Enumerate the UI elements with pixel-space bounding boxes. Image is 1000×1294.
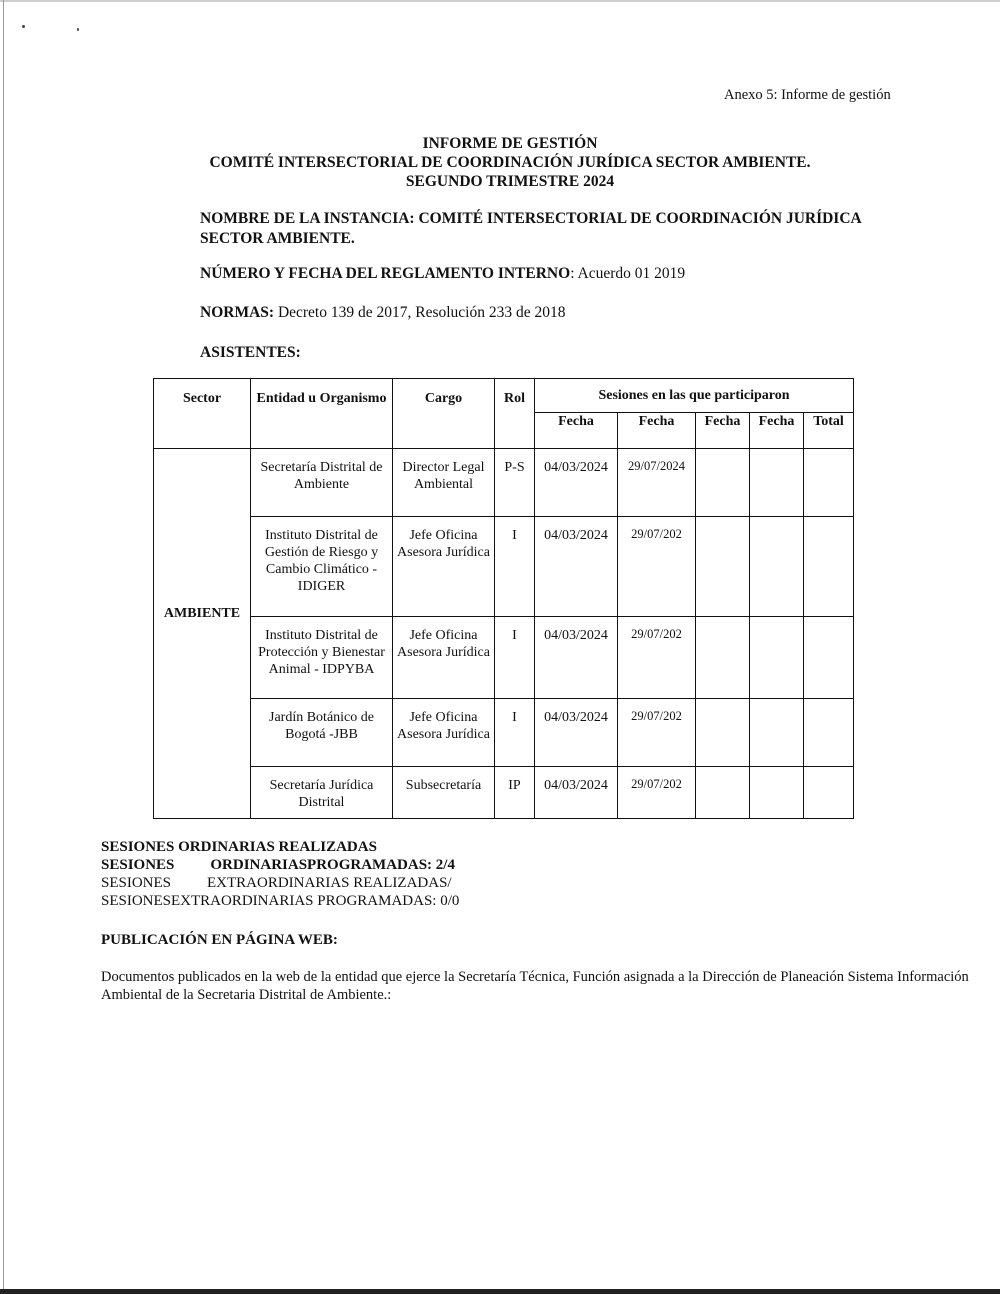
fecha2-cell: 29/07/202 <box>618 517 696 617</box>
fecha3-cell <box>696 767 750 819</box>
total-cell <box>804 699 854 767</box>
header-sector: Sector <box>154 379 251 449</box>
rol-cell: P-S <box>495 449 535 517</box>
table-row <box>154 449 854 517</box>
entidad-cell: Secretaría Distrital de Ambiente <box>251 449 393 517</box>
instance-name-label: NOMBRE DE LA INSTANCIA: <box>200 210 415 227</box>
table-row <box>154 699 854 767</box>
fecha4-cell <box>750 699 804 767</box>
annex-label: Anexo 5: Informe de gestión <box>724 87 891 103</box>
header-fecha-2: Fecha <box>618 413 696 449</box>
header-fecha-1: Fecha <box>535 413 618 449</box>
rol-cell: IP <box>495 767 535 819</box>
document-title <box>150 134 870 191</box>
publication-heading: PUBLICACIÓN EN PÁGINA WEB: <box>101 932 338 948</box>
norms-label: NORMAS: <box>200 304 275 321</box>
fecha3-cell <box>696 617 750 699</box>
entidad-cell: Jardín Botánico de Bogotá -JBB <box>251 699 393 767</box>
sessions-extraordinary-count: SESIONESEXTRAORDINARIAS PROGRAMADAS: 0/0 <box>101 893 460 909</box>
header-entidad: Entidad u Organismo <box>251 379 393 449</box>
fecha2-cell: 29/07/202 <box>618 699 696 767</box>
cargo-cell: Jefe Oficina Asesora Jurídica <box>393 617 495 699</box>
table-row <box>154 617 854 699</box>
table-row <box>154 767 854 819</box>
fecha3-cell <box>696 449 750 517</box>
title-line-2: COMITÉ INTERSECTORIAL DE COORDINACIÓN JURÍDICA SECTOR AMBIENTE. <box>209 154 811 171</box>
fecha1-cell: 04/03/2024 <box>535 699 618 767</box>
fecha2-cell: 29/07/2024 <box>618 449 696 517</box>
fecha4-cell <box>750 449 804 517</box>
page-edge-top <box>0 0 1000 2</box>
table-row <box>154 517 854 617</box>
attendees-table <box>153 378 854 819</box>
sessions-ordinary-count: ORDINARIASPROGRAMADAS: 2/4 <box>210 857 455 873</box>
fecha3-cell <box>696 699 750 767</box>
fecha4-cell <box>750 767 804 819</box>
scan-speck <box>77 28 79 31</box>
sessions-line-2 <box>101 857 455 874</box>
cargo-cell: Subsecretaría <box>393 767 495 819</box>
page-edge-left <box>3 0 4 1290</box>
header-sesiones: Sesiones en las que participaron <box>535 379 854 413</box>
fecha2-cell: 29/07/202 <box>618 617 696 699</box>
sessions-line-3-b: EXTRAORDINARIAS REALIZADAS/ <box>207 875 452 891</box>
entidad-cell: Instituto Distrital de Protección y Bienestar Animal - IDPYBA <box>251 617 393 699</box>
attendees-heading: ASISTENTES: <box>200 344 301 361</box>
sessions-line-3 <box>101 875 452 892</box>
norms-value: Decreto 139 de 2017, Resolución 233 de 2018 <box>274 304 566 321</box>
cargo-cell: Jefe Oficina Asesora Jurídica <box>393 699 495 767</box>
sessions-line-2-a: SESIONES <box>101 857 175 873</box>
instance-name-value: COMITÉ INTERSECTORIAL DE COORDINACIÓN JURÍDICA SECTOR AMBIENTE. <box>200 210 861 247</box>
scan-speck <box>22 25 25 28</box>
total-cell <box>804 449 854 517</box>
entidad-cell: Secretaría Jurídica Distrital <box>251 767 393 819</box>
rol-cell: I <box>495 617 535 699</box>
total-cell <box>804 767 854 819</box>
header-fecha-3: Fecha <box>696 413 750 449</box>
regulation-label: NÚMERO Y FECHA DEL REGLAMENTO INTERNO <box>200 265 571 282</box>
fecha4-cell <box>750 617 804 699</box>
header-fecha-4: Fecha <box>750 413 804 449</box>
fecha1-cell: 04/03/2024 <box>535 517 618 617</box>
publication-text: Documentos publicados en la web de la entidad que ejerce la Secretaría Técnica, Función asignada a la Dirección de Planeación Sistema Información Ambiental de la Secretaria Distrital de Ambiente.: <box>101 969 969 1003</box>
total-cell <box>804 517 854 617</box>
sector-cell <box>154 449 251 819</box>
regulation-value: : Acuerdo 01 2019 <box>570 265 686 282</box>
title-line-1: INFORME DE GESTIÓN <box>422 135 598 152</box>
total-cell <box>804 617 854 699</box>
fecha1-cell: 04/03/2024 <box>535 449 618 517</box>
page-edge-bottom <box>0 1289 1000 1294</box>
sessions-line-3-a: SESIONES <box>101 875 172 891</box>
title-line-3: SEGUNDO TRIMESTRE 2024 <box>405 173 615 190</box>
fecha4-cell <box>750 517 804 617</box>
regulation-field <box>200 264 685 284</box>
fecha2-cell: 29/07/202 <box>618 767 696 819</box>
fecha1-cell: 04/03/2024 <box>535 767 618 819</box>
cargo-cell: Jefe Oficina Asesora Jurídica <box>393 517 495 617</box>
fecha1-cell: 04/03/2024 <box>535 617 618 699</box>
sessions-line-1: SESIONES ORDINARIAS REALIZADAS <box>101 839 377 855</box>
header-total: Total <box>804 413 854 449</box>
fecha3-cell <box>696 517 750 617</box>
cargo-cell: Director Legal Ambiental <box>393 449 495 517</box>
header-row <box>154 379 854 413</box>
sector-value: AMBIENTE <box>163 606 241 621</box>
instance-name-field <box>200 209 910 249</box>
header-cargo: Cargo <box>393 379 495 449</box>
rol-cell: I <box>495 699 535 767</box>
entidad-cell: Instituto Distrital de Gestión de Riesgo y Cambio Climático - IDIGER <box>251 517 393 617</box>
norms-field <box>200 303 566 323</box>
header-rol: Rol <box>495 379 535 449</box>
rol-cell: I <box>495 517 535 617</box>
